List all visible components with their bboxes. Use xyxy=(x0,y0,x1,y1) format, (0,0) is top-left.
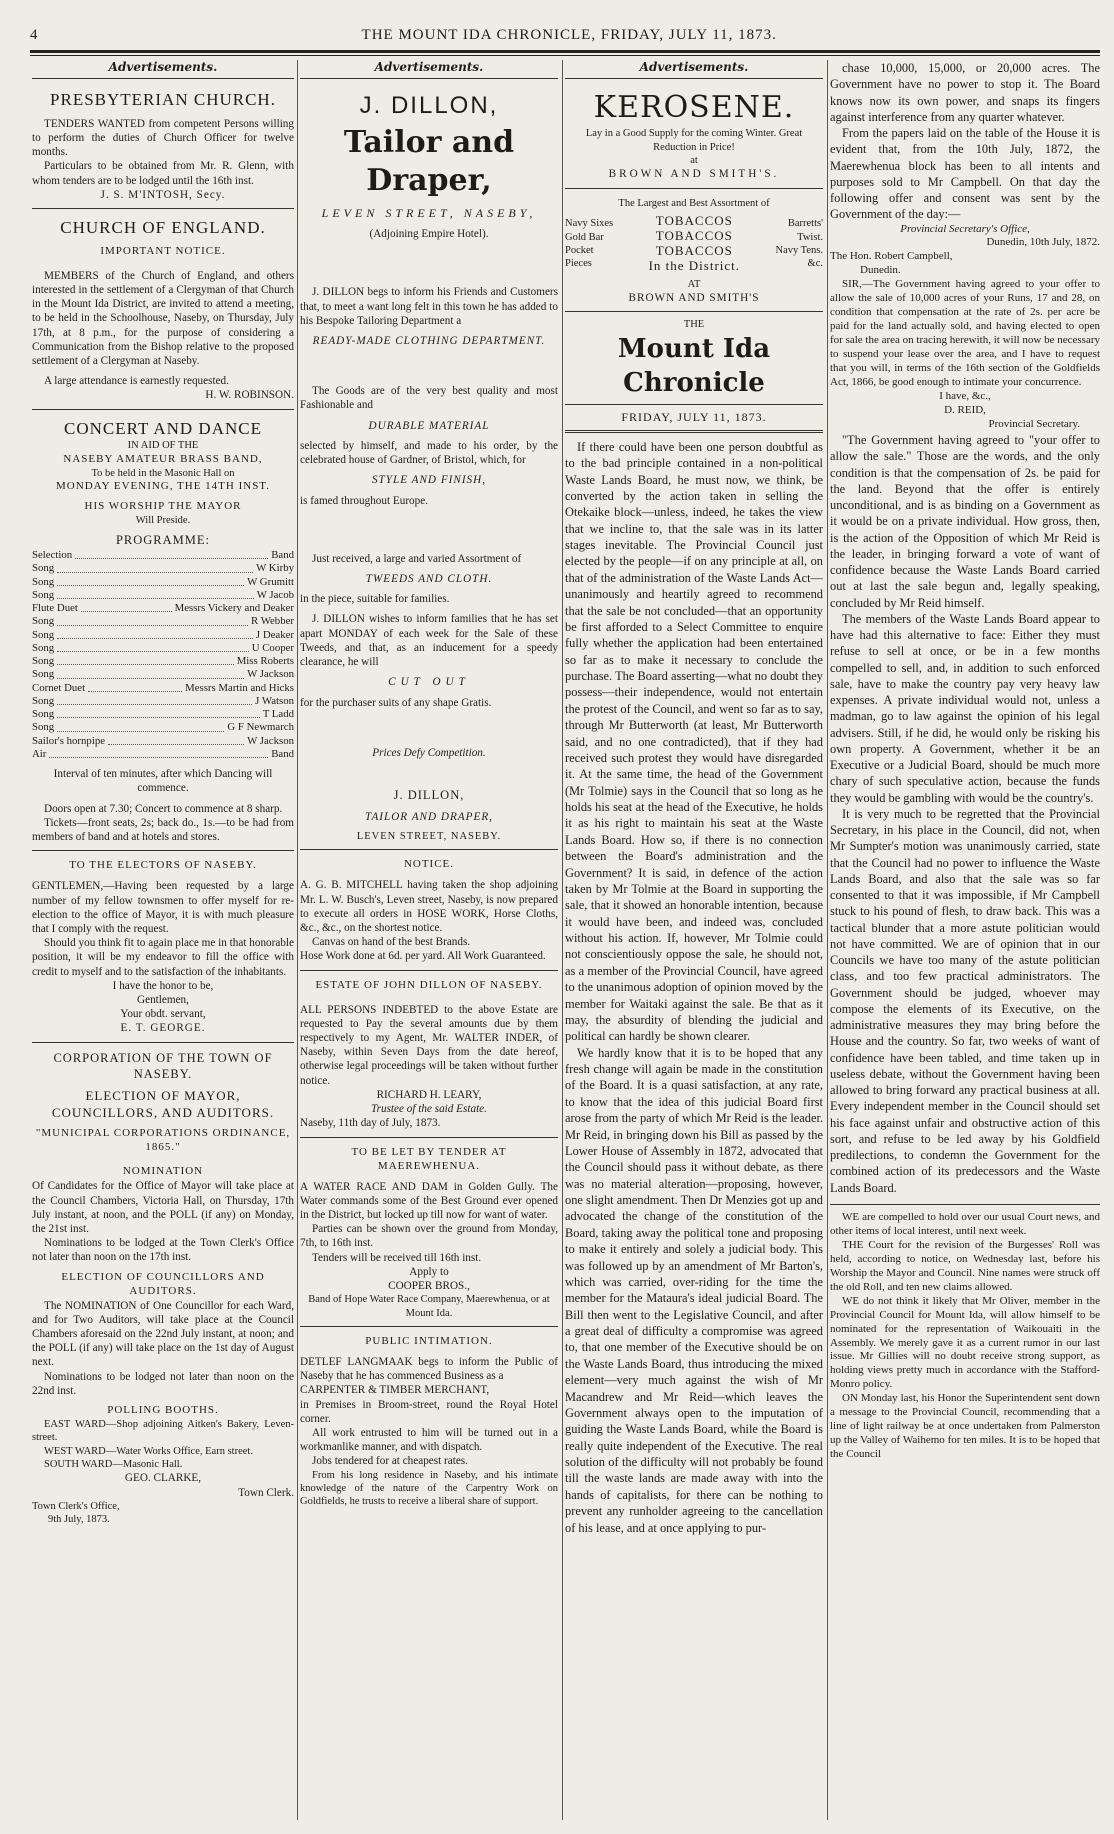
article-paragraph: "The Government having agreed to "your offer to allow the sale." Those are the words, and the only condition is that the compensation of 2s. be paid for the land. Beyond that the offer is entirely unconditional, and is as binding on a Government as it would be on a private individual. How gross, then, is the action of the Opposition of which Mr Reid is the leader, in bringing forward a vote of want of confidence because the Waste Lands Board carried out at last the sale begun and, legally speaking, concluded by Mr Reid himself. xyxy=(830,433,1100,610)
programme-row xyxy=(32,655,294,668)
ad-line: MONDAY EVENING, THE 14TH INST. xyxy=(56,479,270,492)
ad-subtitle: ELECTION OF COUNCILLORS AND AUDITORS. xyxy=(61,1270,265,1297)
programme-performer: Band xyxy=(271,548,294,561)
masthead-rule xyxy=(30,50,1100,53)
ad-church-of-england xyxy=(32,213,294,410)
ad-line: To be held in the Masonic Hall on xyxy=(91,467,235,479)
programme-item: Song xyxy=(32,708,55,721)
letter-body: SIR,—The Government having agreed to your offer to allow the sale of 10,000 acres of your Runs, 17 and 28, on condition that compensation at the rate of 2s. per acre be paid for the land actually sold, and having elected to open for sale the area on tracing herewith, it will now be necessary to suspend your lease over the area, and I have to request that you will, in terms of the 16th section of the Goldfields Act, 1866, be good enough to intimate your concurrence. xyxy=(830,278,1100,389)
programme-item: Song xyxy=(32,562,55,575)
ad-body: Nominations to be lodged not later than noon on the 22nd inst. xyxy=(32,1370,294,1397)
ad-subtitle: POLLING BOOTHS. xyxy=(107,1404,219,1417)
ad-body: Doors open at 7.30; Concert to commence at 8 sharp. xyxy=(44,802,283,815)
programme-item: Air xyxy=(32,747,47,760)
ad-corporation xyxy=(32,1047,294,1533)
ad-body: Of Candidates for the Office of Mayor will take place at the Council Chambers, Victoria Hall, on Thursday, 17th July instant, at noon, and the POLL (if any) on Monday, the 21st inst. xyxy=(32,1180,294,1236)
ad-body: EAST WARD—Shop adjoining Aitken's Bakery, Leven-street. xyxy=(32,1419,294,1444)
ad-line: BROWN AND SMITH'S. xyxy=(608,168,780,181)
ad-body: A large attendance is earnestly requested. xyxy=(44,375,229,388)
programme-performer: J Deaker xyxy=(255,628,294,641)
page-number: 4 xyxy=(30,27,39,44)
local-note: WE do not think it likely that Mr Oliver, member in the Provincial Council for Mount Ida, will allow himself to be nominated for the representation of Waikouaiti in the Assembly. We merely gave it as a current rumor in our last issue. Mr Gillies will no doubt receive strong support, as holding views pretty much in accordance with the Stafford-Monro policy. xyxy=(830,1294,1100,1391)
nameplate-date: FRIDAY, JULY 11, 1873. xyxy=(565,404,823,433)
ad-signature: TAILOR AND DRAPER, xyxy=(365,810,493,823)
article-paragraph: From the papers laid on the table of the House it is evident that, from the 10th July, 1872, the Maerewhenua block has been to all intents and purposes sold to Mr Campbell. On that day the following offer and consent was sent by the Government of the day:— xyxy=(830,126,1100,222)
local-note: THE Court for the revision of the Burgesses' Roll was held, according to notice, on Wednesday last, before his Worship the Mayor and Council. Nine names were struck off the old Roll, and ten new claims allowed. xyxy=(830,1238,1100,1293)
article-paragraph: The members of the Waste Lands Board appear to have had this alternative to face: Either they must refuse to sell at once, or be in a few months compelled to sell, and, in addition to such enforced sale, have to make the country pay very heavy law expenses. A private individual would not, unless a madman, go to law against the opinion of his legal advisers. Still, if he did, he would only be risking his own property. A Government, whether it be an Executive or a Judicial Board, should be much more chary of such speculative action, because the funds they would be gambling with would be the country's. xyxy=(830,611,1100,805)
programme-item: Song xyxy=(32,615,55,628)
column-4 xyxy=(830,60,1100,1830)
local-note: ON Monday last, his Honor the Superintendent sent down a message to the Provincial Council, recommending that a line of light railway be at once undertaken from Palmerston up the Valley of Waihemo for ten miles. It is to be hoped that the Council xyxy=(830,1392,1100,1461)
tobacco-line: TOBACCOS xyxy=(655,227,733,243)
programme-performer: G F Newmarch xyxy=(227,721,294,734)
tobacco-line: &c. xyxy=(807,257,823,269)
programme-performer: W Jackson xyxy=(247,668,294,681)
masthead-title: THE MOUNT IDA CHRONICLE, FRIDAY, JULY 11, 1873. xyxy=(361,27,777,44)
ad-body: selected by himself, and made to his order, by the celebrated house of Gardner, of Bristol, which, for xyxy=(300,439,558,467)
ad-line: DURABLE MATERIAL xyxy=(368,419,490,432)
programme-performer: T Ladd xyxy=(262,708,294,721)
programme-row xyxy=(32,668,294,681)
ad-line: READY-MADE CLOTHING DEPARTMENT. xyxy=(312,335,546,347)
ad-title: TO THE ELECTORS OF NASEBY. xyxy=(69,859,257,872)
ad-body: in Premises in Broom-street, round the Royal Hotel corner. xyxy=(300,1398,558,1425)
programme-performer: Messrs Martin and Hicks xyxy=(185,681,294,694)
ad-subtitle: NOMINATION xyxy=(122,1165,204,1178)
ad-subtitle: ELECTION OF MAYOR, COUNCILLORS, AND AUDITORS. xyxy=(51,1088,275,1120)
ad-body: Just received, a large and varied Assortment of xyxy=(312,552,522,565)
letter-line: Dunedin. xyxy=(860,264,901,277)
ad-signature: COOPER BROS., xyxy=(388,1280,470,1293)
tobacco-line: Pocket xyxy=(565,244,594,256)
programme-row xyxy=(32,629,294,642)
ad-subtitle: IMPORTANT NOTICE. xyxy=(100,244,226,257)
ad-title: TO BE LET BY TENDER AT MAEREWHENUA. xyxy=(351,1145,507,1172)
nameplate-the: THE xyxy=(683,319,705,331)
ad-body: Nominations to be lodged at the Town Clerk's Office not later than noon on the 17th inst. xyxy=(32,1237,294,1264)
programme-row xyxy=(32,642,294,655)
ad-signature: GEO. CLARKE, xyxy=(124,1472,202,1485)
column-divider xyxy=(297,60,298,1820)
programme-row xyxy=(32,721,294,734)
ad-signature: LEVEN STREET, NASEBY. xyxy=(356,831,502,843)
ad-title: Tailor and Draper, xyxy=(343,124,515,198)
ad-line: AT xyxy=(687,278,701,290)
ad-body: Should you think fit to again place me in that honorable position, it will be my endeavor to fill the office with credit to myself and to the satisfaction of the inhabitants. xyxy=(32,937,294,978)
programme-row xyxy=(32,576,294,589)
ad-body: A WATER RACE AND DAM in Golden Gully. The Water commands some of the Best Ground ever opened in the District, but locked up till now for want of water. xyxy=(300,1180,558,1221)
ad-body: DETLEF LANGMAAK begs to inform the Public of Naseby that he has commenced Business as a xyxy=(300,1355,558,1383)
ad-title: CORPORATION OF THE TOWN OF NASEBY. xyxy=(53,1050,273,1081)
ad-body: J. DILLON begs to inform his Friends and Customers that, to meet a want long felt in this town he has added to his Bespoke Tailoring Department a xyxy=(300,286,558,327)
programme-performer: W Kirby xyxy=(256,562,294,575)
paper-nameplate xyxy=(565,318,823,433)
ad-line: CARPENTER & TIMBER MERCHANT, xyxy=(300,1384,490,1397)
ad-body: All work entrusted to him will be turned out in a workmanlike manner, and with dispatch. xyxy=(300,1426,558,1454)
tobacco-line: TOBACCOS xyxy=(655,212,733,228)
ad-body: The NOMINATION of One Councillor for each Ward, and for Two Auditors, will take place at the Council Chambers aforesaid on the 22nd July instant, at noon; and the POLL (if any) will take place on the 1st day of August next. xyxy=(32,1299,294,1369)
tobacco-left xyxy=(565,217,613,270)
programme-row xyxy=(32,695,294,708)
ad-line: 9th July, 1873. xyxy=(48,1514,110,1526)
ad-line: BROWN AND SMITH'S xyxy=(628,291,760,304)
ad-line: Your obdt. servant, xyxy=(120,1008,206,1021)
programme-item: Sailor's hornpipe xyxy=(32,734,106,747)
programme-performer: U Cooper xyxy=(251,641,294,654)
ad-dillon xyxy=(300,85,558,850)
ad-subtitle: "MUNICIPAL CORPORATIONS ORDINANCE, 1865." xyxy=(35,1127,291,1154)
programme-row xyxy=(32,708,294,721)
ad-signature: H. W. ROBINSON. xyxy=(205,389,294,402)
programme-item: Song xyxy=(32,588,55,601)
ad-title: ESTATE OF JOHN DILLON OF NASEBY. xyxy=(315,978,543,991)
programme-performer: Miss Roberts xyxy=(236,655,294,668)
programme-row xyxy=(32,589,294,602)
letter-line: Dunedin, 10th July, 1872. xyxy=(986,236,1100,249)
tobacco-line: Twist. xyxy=(797,231,823,243)
ad-title: KEROSENE. xyxy=(593,90,795,126)
ad-title: J. DILLON, xyxy=(359,92,499,120)
programme-item: Cornet Duet xyxy=(32,681,86,694)
programme-row xyxy=(32,748,294,761)
column-2 xyxy=(300,60,558,1830)
ad-line: (Adjoining Empire Hotel). xyxy=(369,228,489,241)
nameplate-title: Mount Ida Chronicle xyxy=(617,334,771,398)
ad-title: CHURCH OF ENGLAND. xyxy=(60,218,266,238)
ad-presbyterian xyxy=(32,85,294,209)
column-divider xyxy=(827,60,828,1820)
ad-body: for the purchaser suits of any shape Gratis. xyxy=(300,696,492,709)
programme-row xyxy=(32,562,294,575)
ad-body: A. G. B. MITCHELL having taken the shop adjoining Mr. L. W. Busch's, Leven street, Naseby, is now prepared to execute all orders in HOSE WORK, Horse Cloths, &c., &c., on the shortest notice. xyxy=(300,879,558,934)
programme-item: Song xyxy=(32,575,55,588)
ad-tobacco xyxy=(565,193,823,313)
local-note: WE are compelled to hold over our usual Court news, and other items of local interest, until next week. xyxy=(830,1210,1100,1237)
tobacco-line: TOBACCOS xyxy=(655,242,733,258)
ad-electors xyxy=(32,855,294,1042)
ad-title: PRESBYTERIAN CHURCH. xyxy=(50,90,276,110)
ad-langmaak xyxy=(300,1331,558,1515)
ad-body: Canvas on hand of the best Brands. xyxy=(312,936,471,949)
ad-signature: E. T. GEORGE. xyxy=(120,1022,206,1035)
ad-signature: Band of Hope Water Race Company, Maerewhenua, or at Mount Ida. xyxy=(308,1294,550,1319)
ad-line: is famed throughout Europe. xyxy=(300,494,429,507)
masthead xyxy=(30,24,1100,48)
programme-item: Selection xyxy=(32,548,73,561)
ad-body: Parties can be shown over the ground from Monday, 7th, to 16th inst. xyxy=(300,1223,558,1250)
ad-body: SOUTH WARD—Masonic Hall. xyxy=(44,1459,183,1471)
ad-line: STYLE AND FINISH, xyxy=(371,474,487,487)
ad-body: From his long residence in Naseby, and his intimate knowledge of the nature of the Carpentry Work on Goldfields, he trusts to receive a liberal share of support. xyxy=(300,1469,558,1508)
ad-body: Tickets—front seats, 2s; back do., 1s.—to be had from members of band and at hotels and stores. xyxy=(32,816,294,844)
programme-item: Song xyxy=(32,694,55,707)
ad-signature: J. DILLON, xyxy=(393,787,465,802)
ad-line: CUT OUT xyxy=(388,676,470,689)
programme-row xyxy=(32,615,294,628)
ad-body: The Goods are of the very best quality and most Fashionable and xyxy=(300,385,558,412)
letter-line: Provincial Secretary. xyxy=(988,418,1080,431)
programme-item: Song xyxy=(32,641,55,654)
ad-line: Prices Defy Competition. xyxy=(372,746,486,759)
programme-performer: R Webber xyxy=(250,615,294,628)
ad-line: IN AID OF THE xyxy=(127,440,199,452)
ad-body: ALL PERSONS INDEBTED to the above Estate are requested to Pay the several amounts due by them respectively to my Agent, Mr. WALTER INDER, of Naseby, within Seven Days from the date hereof, otherwise legal proceedings will be taken without further notice. xyxy=(300,1003,558,1087)
ad-line: Naseby, 11th day of July, 1873. xyxy=(300,1117,441,1130)
tobacco-line: Barretts' xyxy=(787,218,823,230)
programme-item: Song xyxy=(32,721,55,734)
programme-row xyxy=(32,735,294,748)
programme-title: PROGRAMME: xyxy=(115,533,211,548)
ad-line: Gentlemen, xyxy=(137,994,189,1007)
programme-row xyxy=(32,682,294,695)
ad-body: GENTLEMEN,—Having been requested by a large number of my fellow townsmen to offer myself for re-election to the office of Mayor, it is with much pleasure that I comply with the request. xyxy=(32,880,294,935)
ad-line: Town Clerk's Office, xyxy=(32,1500,120,1512)
ad-concert xyxy=(32,414,294,852)
ad-signature: J. S. M'INTOSH, Secy. xyxy=(100,188,226,201)
programme-performer: J Watson xyxy=(255,694,294,707)
programme-performer: W Jacob xyxy=(256,588,294,601)
programme-item: Song xyxy=(32,628,55,641)
tobacco-right xyxy=(776,217,823,270)
article-paragraph: chase 10,000, 15,000, or 20,000 acres. The Government have no power to stop it. The Board knows now its own power, and snaps its fingers against interference from any quarter whatever. xyxy=(830,61,1100,124)
editorial-paragraph: If there could have been one person doubtful as to the bad principle contained in a non-political Waste Lands Board, he must now, we think, be converted by the action taken in selling the Otekaike block—unless, indeed, he takes the view that we incline to, that the sale was in its latter stages inevitable. The Provincial Council just elected by the people—if on any principle at all, on that of the administration of the Waste Lands Act—unanimously and heartily agreed to recommend that the sale be not concluded—that an opportunity be first afforded to a Select Committee to enquire fully whether the application had been entertained so far as to make it necessary to conclude the purchase. The Board asserting—what no doubt they possess—their independence, would not entertain the protest of the Council, and went so far as to say, through Mr Butterworth (at least, Mr Butterworth said, and no one contradicted), that if they had received such protest they would have disregarded it. At the same time, the head of the Government (Mr Tolmie) says in the Council that so long as he holds his seat at the head of the Executive, he holds it as his right to maintain his seat at the Waste Lands Board. How so, if there is no connection between the Board's administration and the Government? It is said, in defence of the action taken by Mr Tolmie at the Board in supporting the sale, that it showed an honorable intention, because it would have been, and indeed was, concluded without his action. If, however, Mr Tolmie could not conscientiously oppose the sale, he should not, as a member of the Provincial Council, have agreed to the unanimous adoption of opinion moved by the member for Waitaki against the sale. Be that as it may, the absurdity of blending the judicial and political can hardly be shown clearer. xyxy=(565,439,823,1044)
tobacco-line: Pieces xyxy=(565,257,592,269)
ad-line: NASEBY AMATEUR BRASS BAND, xyxy=(63,452,263,465)
ad-body: Lay in a Good Supply for the coming Winter. Great Reduction in Price! xyxy=(585,128,803,153)
ad-mitchell xyxy=(300,854,558,970)
ad-line: Apply to xyxy=(409,1265,449,1278)
tobacco-line: Navy Sixes xyxy=(565,218,614,230)
ad-title: NOTICE. xyxy=(403,858,455,871)
letter-line: I have, &c., xyxy=(939,390,991,403)
programme-performer: W Jackson xyxy=(247,734,294,747)
article-paragraph: It is very much to be regretted that the Provincial Secretary, in his place in the Council, did not, when Mr Sumpter's motion was unanimously carried, state that the Council had no power to influence the Waste Lands Board, and also that the sale was so far consented to that it was impossible, if Mr Campbell stuck to his pound of flesh, to draw back. This was a tactical blunder that a more astute politician would not have committed. We are of opinion that in our Councils we have too many of the astute politician class, and too few practical administrators. The Government should be judged, whoever may compose the elements of its Executive, on the administrative measures they may bring before the House and the country. So far, two weeks of want of confidence have been tabled, and time taken up in useless debate, without the Government having been allowed to bring forward any practical business at all. Every independent member in the Council should set his face against unfair and obstructive action of this sort, and refuse to be led away by his Goldfield predilections, to condemn the Government for the combined action of its predecessors and the Waste Lands Board. xyxy=(830,806,1100,1195)
ad-line: TWEEDS AND CLOTH. xyxy=(365,572,493,585)
ad-body: Interval of ten minutes, after which Dancing will commence. xyxy=(53,768,273,795)
ad-kerosene xyxy=(565,85,823,188)
section-heading: Advertisements. xyxy=(565,60,823,79)
quoted-letter xyxy=(830,223,1100,433)
editorial-paragraph: We hardly know that it is to be hoped that any fresh change will again be made in the constitution of the Board. It is a quasi satisfaction, at any rate, to know that the idea of this judicial Board first arose from the party of which Mr Reid is the leader. Mr Reid, in bringing down his Bill as passed by the Lower House of Assembly in 1872, advocated that the Council should pass it without debate, as there was no material alteration—proposing, however, one slight amendment. Then Dr Menzies got up and advocated the change of the constitution of the Board, taking away the political tone and proposing to make it entirely and solely a judicial body. This was followed up by an amendment of Mr Barton's, which was carried, over-riding for the time the member for the Mataura's ideal judicial Board. The Bill then went to the Legislative Council, and after a great deal of difficulty a compromise was agreed to, that one member of the Executive should be on the Waste Lands Board, thus introducing the mixed element—very much against the wish of Mr Macandrew and Mr Reid—which leaves the Government always open to the imputation of guiding the Waste Lands Board, while the Board is really quite independent of the Executive. The real solution of the difficulty will not probably be found till the waste lands are made away with into the hands of capitalists, for there can be nothing to prevent any runholder agreeing to the cancellation of his lease, and at once applying to pur- xyxy=(565,1045,823,1535)
ad-line: LEVEN STREET, NASEBY, xyxy=(321,205,537,220)
ad-title: CONCERT AND DANCE xyxy=(64,418,262,438)
letter-line: D. REID, xyxy=(944,404,986,417)
programme-item: Song xyxy=(32,655,55,668)
section-heading: Advertisements. xyxy=(32,60,294,79)
tobacco-line: In the District. xyxy=(648,257,741,273)
ad-title: PUBLIC INTIMATION. xyxy=(365,1334,493,1347)
ad-signature: RICHARD H. LEARY, xyxy=(376,1088,482,1101)
local-notes xyxy=(830,1211,1100,1462)
column-3 xyxy=(565,60,823,1830)
column-divider xyxy=(562,60,563,1820)
ad-body: MEMBERS of the Church of England, and others interested in the settlement of a Clergyman of that Church in the Mount Ida District, are invited to attend a meeting, to be held in the Schoolhouse, Naseby, on Thursday, July 17th, at 8 p.m., for the purpose of considering a Communication from the Bishop relative to the proposed settlement of a Clergyman at Naseby. xyxy=(32,269,294,367)
programme-item: Song xyxy=(32,668,55,681)
ad-body: TENDERS WANTED from competent Persons willing to perform the duties of Church Officer for twelve months. xyxy=(32,117,294,159)
ad-line: HIS WORSHIP THE MAYOR xyxy=(84,499,242,512)
ad-body: Tenders will be received till 16th inst. xyxy=(312,1251,482,1264)
ad-body: J. DILLON wishes to inform families that he has set apart MONDAY of each week for the Sale of these Tweeds, and that, as an inducement for a speedy clearance, he will xyxy=(300,613,558,669)
ad-estate-dillon xyxy=(300,975,558,1138)
programme-row xyxy=(32,602,294,615)
section-heading: Advertisements. xyxy=(300,60,558,79)
programme-row xyxy=(32,549,294,562)
ad-line: I have the honor to be, xyxy=(112,979,214,992)
tobacco-table xyxy=(565,214,823,274)
masthead-rule-thin xyxy=(30,55,1100,56)
tobacco-line: Gold Bar xyxy=(565,231,604,243)
ad-signature: Trustee of the said Estate. xyxy=(371,1103,487,1116)
ad-water-race xyxy=(300,1142,558,1327)
ad-body: Particulars to be obtained from Mr. R. Glenn, with whom tenders are to be lodged until the 16th inst. xyxy=(32,160,294,187)
letter-line: Provincial Secretary's Office, xyxy=(900,222,1030,235)
programme-performer: W Grumitt xyxy=(247,575,294,588)
editorial-article xyxy=(565,439,823,1536)
programme-list xyxy=(32,549,294,761)
ad-signature: Town Clerk. xyxy=(238,1486,294,1499)
column-1 xyxy=(32,60,294,1830)
ad-body: WEST WARD—Water Works Office, Earn street. xyxy=(44,1445,253,1457)
ad-body: Hose Work done at 6d. per yard. All Work Guaranteed. xyxy=(300,950,546,963)
ad-line: The Largest and Best Assortment of xyxy=(618,197,770,209)
tobacco-mid xyxy=(649,214,740,274)
programme-item: Flute Duet xyxy=(32,602,78,615)
tobacco-line: Navy Tens. xyxy=(775,244,823,256)
letter-line: The Hon. Robert Campbell, xyxy=(830,250,953,263)
ad-line: in the piece, suitable for families. xyxy=(300,593,450,606)
ad-line: Will Preside. xyxy=(135,514,191,526)
programme-performer: Band xyxy=(271,747,294,760)
programme-performer: Messrs Vickery and Deaker xyxy=(174,602,294,615)
ad-line: at xyxy=(690,154,698,166)
ad-body: Jobs tendered for at cheapest rates. xyxy=(312,1455,468,1468)
